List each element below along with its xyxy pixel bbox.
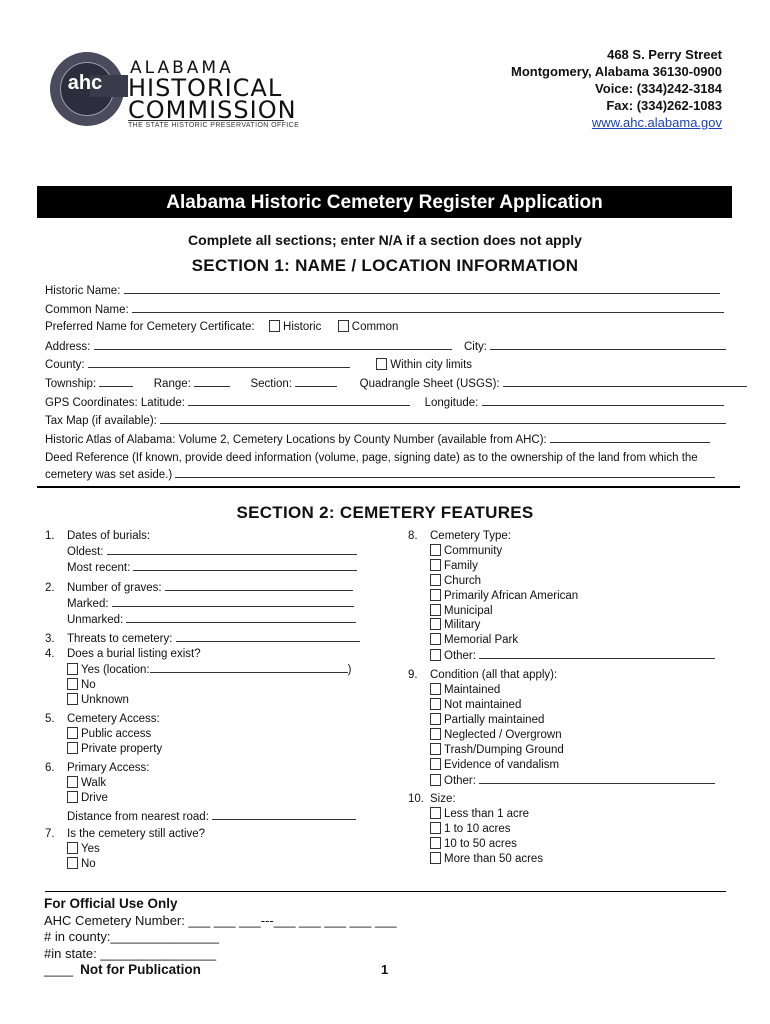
q3-label: Threats to cemetery: [67, 633, 173, 646]
ahc-number-field[interactable]: AHC Cemetery Number: ___ ___ ___---___ ___ ___ ___ ___ [44, 912, 397, 928]
official-use-block [44, 896, 397, 979]
walk-label: Walk [81, 776, 107, 789]
logo-line-historical: HISTORICAL [128, 74, 283, 102]
common-name-label: Common Name: [45, 304, 129, 316]
drive-checkbox[interactable] [67, 791, 78, 803]
deed-row-1 [45, 451, 698, 465]
condition-other-field[interactable] [479, 773, 715, 784]
type-option-label: Family [444, 559, 478, 572]
address-city: Montgomery, Alabama 36130-0900 [511, 64, 722, 79]
q6-label: Primary Access: [67, 761, 150, 774]
latitude-field[interactable] [188, 395, 410, 406]
distance-label: Distance from nearest road: [67, 811, 209, 824]
historic-option-label: Historic [283, 321, 322, 333]
city-label: City: [464, 341, 487, 353]
type-option-label: Church [444, 574, 482, 587]
condition-option-label: Other: [444, 774, 476, 787]
contact-address [511, 46, 722, 131]
address-street: 468 S. Perry Street [607, 47, 722, 62]
q7-number: 7. [45, 828, 55, 841]
official-divider [45, 891, 726, 892]
gps-row [45, 395, 724, 410]
unmarked-label: Unmarked: [67, 613, 124, 626]
common-name-field[interactable] [132, 302, 724, 313]
condition-partially-checkbox[interactable] [430, 713, 441, 725]
q7-label: Is the cemetery still active? [67, 828, 206, 841]
longitude-label: Longitude: [424, 397, 479, 409]
address-label: Address: [45, 341, 91, 353]
in-county-field[interactable]: # in county:_______________ [44, 929, 219, 944]
size-option-label: 10 to 50 acres [444, 838, 517, 851]
most-recent-field[interactable] [133, 560, 357, 571]
county-field[interactable] [88, 357, 350, 368]
common-checkbox[interactable] [338, 320, 349, 332]
size-option-label: Less than 1 acre [444, 808, 530, 821]
condition-not-maintained-checkbox[interactable] [430, 698, 441, 710]
in-state-field[interactable]: #in state: ________________ [44, 945, 217, 961]
oldest-label: Oldest: [67, 545, 104, 558]
distance-field[interactable] [212, 809, 356, 820]
type-option-label: Municipal [444, 604, 493, 617]
q10-number: 10. [408, 793, 424, 806]
size-1-10-checkbox[interactable] [430, 822, 441, 834]
official-heading: For Official Use Only [44, 896, 178, 911]
atlas-field[interactable] [550, 432, 710, 443]
threats-field[interactable] [176, 631, 360, 642]
historic-name-label: Historic Name: [45, 285, 121, 297]
active-no-checkbox[interactable] [67, 857, 78, 869]
type-option-label: Other: [444, 650, 476, 663]
township-field[interactable] [99, 376, 133, 387]
ahc-logo [48, 50, 300, 134]
atlas-row [45, 432, 710, 447]
size-option-label: More than 50 acres [444, 853, 544, 866]
size-lt1-checkbox[interactable] [430, 807, 441, 819]
atlas-label: Historic Atlas of Alabama: Volume 2, Cemetery Locations by County Number (available from AHC): [45, 434, 547, 446]
listing-location-field[interactable] [150, 662, 348, 673]
q8-label: Cemetery Type: [430, 530, 511, 542]
type-option-label: Military [444, 619, 481, 632]
active-yes-checkbox[interactable] [67, 842, 78, 854]
condition-option-label: Evidence of vandalism [444, 758, 560, 771]
township-row [45, 376, 747, 391]
section2-right-column [408, 529, 715, 867]
listing-yes-label: Yes (location: [81, 664, 150, 677]
q5-label: Cemetery Access: [67, 712, 160, 725]
city-field[interactable] [490, 339, 726, 350]
q1-number: 1. [45, 530, 55, 542]
listing-unknown-label: Unknown [81, 694, 129, 707]
title-bar [37, 186, 732, 218]
type-option-label: Memorial Park [444, 634, 519, 647]
within-city-checkbox[interactable] [376, 358, 387, 370]
private-property-checkbox[interactable] [67, 742, 78, 754]
latitude-label: GPS Coordinates: Latitude: [45, 397, 185, 409]
condition-option-label: Partially maintained [444, 713, 545, 726]
public-access-label: Public access [81, 727, 152, 740]
address-voice: Voice: (334)242-3184 [595, 81, 722, 96]
within-city-label: Within city limits [390, 359, 473, 371]
deed-row-2 [45, 467, 715, 482]
most-recent-label: Most recent: [67, 561, 131, 574]
instructions: Complete all sections; enter N/A if a section does not apply [188, 232, 582, 248]
condition-option-label: Trash/Dumping Ground [444, 743, 564, 756]
page-number: 1 [381, 962, 389, 977]
walk-checkbox[interactable] [67, 776, 78, 788]
quadrangle-field[interactable] [503, 376, 747, 387]
range-field[interactable] [194, 376, 230, 387]
q4-label: Does a burial listing exist? [67, 648, 201, 661]
quadrangle-label: Quadrangle Sheet (USGS): [359, 378, 500, 390]
graves-field[interactable] [165, 580, 353, 591]
listing-yes-checkbox[interactable] [67, 663, 78, 675]
logo-line-commission: COMMISSION [128, 96, 297, 124]
active-yes-label: Yes [81, 843, 100, 856]
condition-neglected-checkbox[interactable] [430, 728, 441, 740]
type-option-label: Community [444, 544, 503, 557]
address-field[interactable] [94, 339, 452, 350]
q1-label: Dates of burials: [67, 530, 151, 542]
q2-number: 2. [45, 581, 55, 594]
section2-left-column [45, 529, 360, 872]
condition-option-label: Neglected / Overgrown [444, 728, 562, 741]
section-field[interactable] [295, 376, 337, 387]
type-military-checkbox[interactable] [430, 618, 441, 630]
preferred-name-row [45, 320, 398, 334]
q4-number: 4. [45, 648, 55, 661]
preferred-name-label: Preferred Name for Cemetery Certificate: [45, 321, 255, 333]
size-10-50-checkbox[interactable] [430, 837, 441, 849]
private-property-label: Private property [81, 742, 163, 755]
condition-option-label: Maintained [444, 684, 501, 697]
marked-label: Marked: [67, 597, 109, 610]
section1-heading: SECTION 1: NAME / LOCATION INFORMATION [191, 256, 579, 275]
listing-no-checkbox[interactable] [67, 678, 78, 690]
marked-field[interactable] [112, 596, 354, 607]
unmarked-field[interactable] [126, 612, 356, 623]
size-option-label: 1 to 10 acres [444, 823, 511, 836]
type-community-checkbox[interactable] [430, 544, 441, 556]
tax-map-field[interactable] [160, 413, 726, 424]
listing-unknown-checkbox[interactable] [67, 693, 78, 705]
deed-label-cont: cemetery was set aside.) [45, 469, 173, 481]
q8-number: 8. [408, 530, 418, 542]
q10-label: Size: [430, 793, 456, 806]
condition-trash-checkbox[interactable] [430, 743, 441, 755]
historic-name-field[interactable] [124, 283, 720, 294]
q2-label: Number of graves: [67, 581, 162, 594]
oldest-field[interactable] [107, 544, 357, 555]
deed-label: Deed Reference (If known, provide deed information (volume, page, signing date) as to the ownership of the land from which the [45, 452, 698, 464]
q5-number: 5. [45, 712, 55, 725]
q9-label: Condition (all that apply): [430, 669, 558, 682]
q9-number: 9. [408, 669, 418, 682]
q3-number: 3. [45, 633, 55, 646]
paren-close: ) [347, 664, 352, 677]
public-access-checkbox[interactable] [67, 727, 78, 739]
condition-option-label: Not maintained [444, 698, 522, 711]
drive-label: Drive [81, 791, 108, 804]
type-african-american-checkbox[interactable] [430, 589, 441, 601]
logo-tagline: THE STATE HISTORIC PRESERVATION OFFICE [128, 122, 300, 129]
county-row [45, 357, 472, 372]
type-other-checkbox[interactable] [430, 649, 441, 661]
historic-checkbox[interactable] [269, 320, 280, 332]
type-memorial-park-checkbox[interactable] [430, 633, 441, 645]
township-label: Township: [45, 378, 97, 390]
type-other-field[interactable] [479, 648, 715, 659]
condition-maintained-checkbox[interactable] [430, 683, 441, 695]
listing-no-label: No [81, 679, 96, 692]
tax-map-row [45, 413, 726, 428]
type-municipal-checkbox[interactable] [430, 604, 441, 616]
tax-map-label: Tax Map (if available): [45, 415, 157, 427]
range-label: Range: [153, 378, 191, 390]
section2-heading: SECTION 2: CEMETERY FEATURES [236, 503, 534, 522]
not-pub-field[interactable]: ____ [44, 962, 73, 977]
address-fax: Fax: (334)262-1083 [606, 98, 722, 113]
seal-text: ahc [67, 72, 103, 94]
section-divider [37, 486, 740, 488]
size-gt50-checkbox[interactable] [430, 852, 441, 864]
common-name-row [45, 302, 724, 317]
logo-line-alabama: ALABAMA [130, 58, 234, 78]
common-option-label: Common [351, 321, 399, 333]
historic-name-row [45, 283, 720, 298]
type-option-label: Primarily African American [444, 589, 579, 602]
condition-vandalism-checkbox[interactable] [430, 758, 441, 770]
q6-number: 6. [45, 761, 55, 774]
active-no-label: No [81, 858, 96, 871]
type-family-checkbox[interactable] [430, 559, 441, 571]
address-row [45, 339, 726, 354]
not-pub-label: Not for Publication [80, 962, 201, 977]
website-link[interactable]: www.ahc.alabama.gov [591, 115, 722, 130]
condition-other-checkbox[interactable] [430, 774, 441, 786]
longitude-field[interactable] [482, 395, 724, 406]
deed-field[interactable] [175, 467, 715, 478]
section-label: Section: [250, 378, 293, 390]
county-label: County: [45, 359, 85, 371]
type-church-checkbox[interactable] [430, 574, 441, 586]
page-title: Alabama Historic Cemetery Register Application [166, 192, 603, 213]
